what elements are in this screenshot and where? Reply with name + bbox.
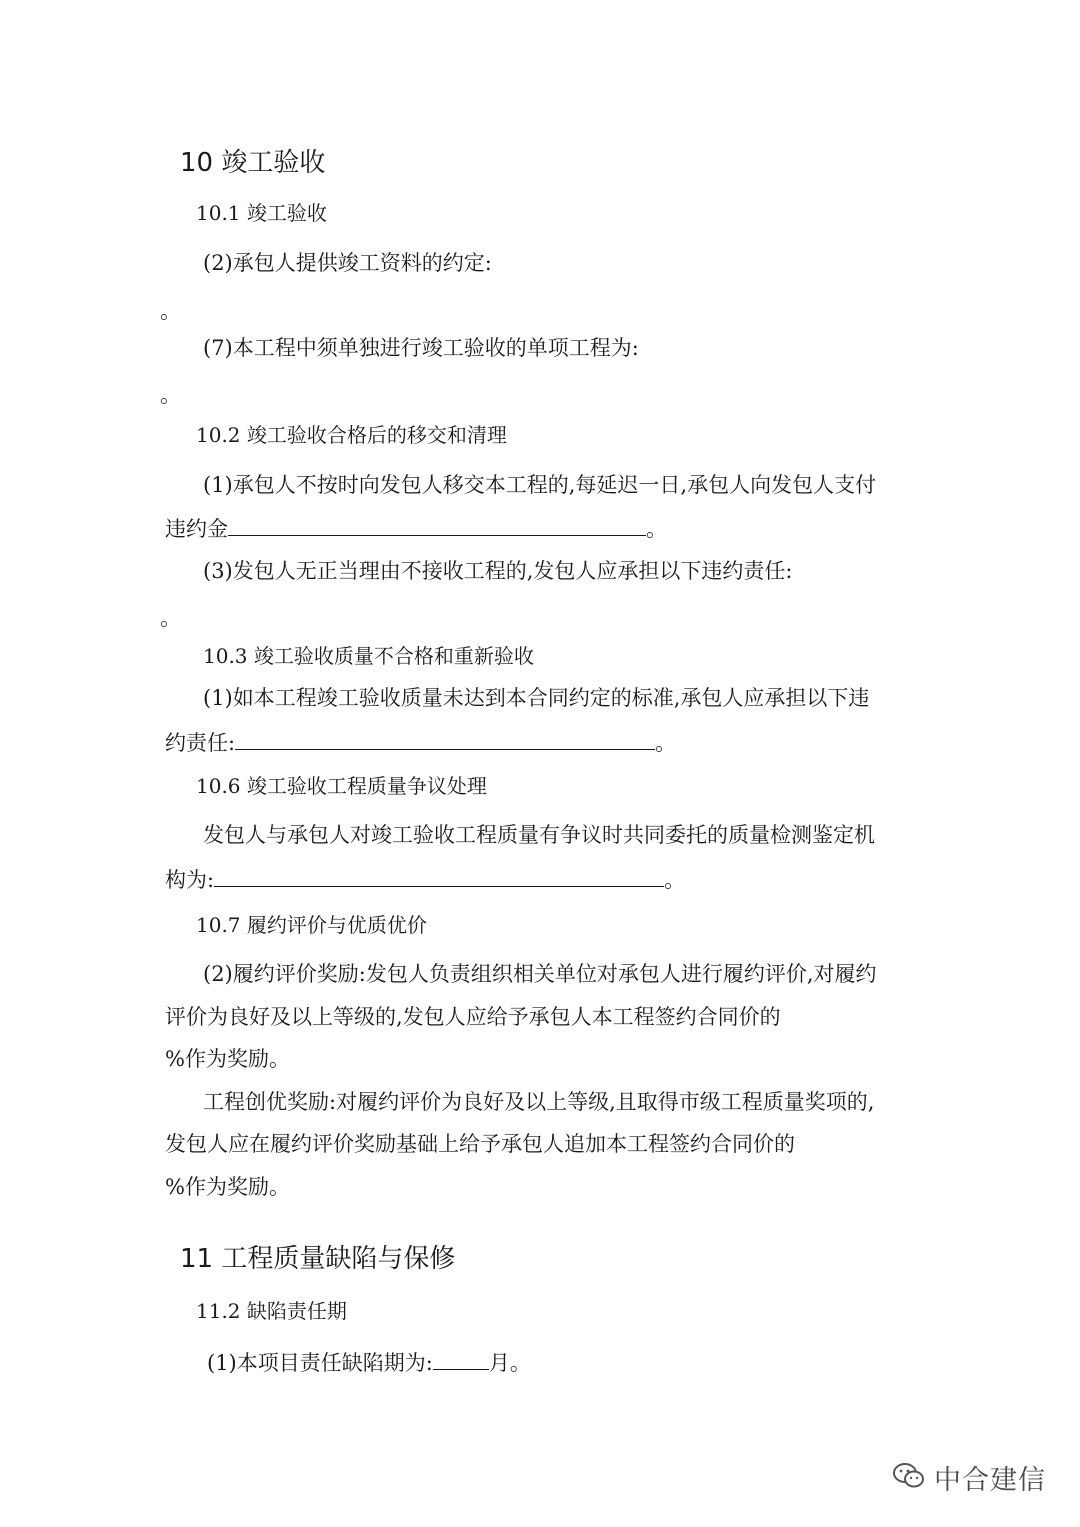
fill-blank-line[interactable] [433, 1347, 489, 1370]
section-10-6-heading: 10.6 竣工验收工程质量争议处理 [196, 774, 487, 798]
period-mark: 。 [646, 517, 667, 541]
clause-10-7-2-line2: 评价为良好及以上等级的,发包人应给予承包人本工程签约合同价的 [165, 1005, 781, 1029]
section-10-3-heading: 10.3 竣工验收质量不合格和重新验收 [203, 644, 534, 668]
section-10-7-heading: 10.7 履约评价与优质优价 [196, 913, 427, 937]
period-mark: 。 [655, 731, 677, 755]
clause-10-1-7: (7)本工程中须单独进行竣工验收的单项工程为: [203, 336, 639, 360]
clause-text: 构为: [165, 868, 215, 892]
fill-blank-line[interactable] [235, 727, 655, 750]
clause-10-3-1-line2 [165, 727, 676, 758]
wechat-watermark [892, 1458, 1046, 1497]
clause-10-7-3-line3: %作为奖励。 [165, 1175, 290, 1199]
clause-10-2-1-line1: (1)承包人不按时向发包人移交本工程的,每延迟一日,承包人向发包人支付 [203, 473, 877, 497]
clause-text: 违约金 [165, 517, 228, 541]
section-11-title: 11 工程质量缺陷与保修 [180, 1244, 456, 1274]
clause-10-2-3: (3)发包人无正当理由不接收工程的,发包人应承担以下违约责任: [203, 559, 793, 583]
fill-blank-line[interactable] [228, 513, 646, 536]
section-11-2-heading: 11.2 缺陷责任期 [196, 1299, 347, 1323]
clause-10-6-line2 [165, 864, 685, 895]
clause-10-7-2-line3: %作为奖励。 [165, 1047, 290, 1071]
section-10-title: 10 竣工验收 [180, 148, 326, 178]
clause-10-7-3-line1: 工程创优奖励:对履约评价为良好及以上等级,且取得市级工程质量奖项的, [203, 1090, 875, 1114]
section-10-1-heading: 10.1 竣工验收 [196, 201, 327, 225]
clause-11-2-1 [207, 1347, 531, 1378]
period-mark: 。 [664, 868, 686, 892]
period-mark: 。 [160, 383, 181, 407]
clause-text: 约责任: [165, 731, 236, 755]
wechat-icon [892, 1461, 926, 1495]
clause-10-6-line1: 发包人与承包人对竣工验收工程质量有争议时共同委托的质量检测鉴定机 [203, 823, 875, 847]
clause-10-7-3-line2: 发包人应在履约评价奖励基础上给予承包人追加本工程签约合同价的 [165, 1132, 795, 1156]
section-10-2-heading: 10.2 竣工验收合格后的移交和清理 [196, 423, 507, 447]
period-mark: 。 [160, 606, 181, 630]
watermark-text: 中合建信 [934, 1465, 1046, 1496]
clause-10-7-2-line1: (2)履约评价奖励:发包人负责组织相关单位对承包人进行履约评价,对履约 [203, 962, 877, 986]
clause-end: 月。 [488, 1351, 531, 1375]
clause-10-3-1-line1: (1)如本工程竣工验收质量未达到本合同约定的标准,承包人应承担以下违 [203, 686, 870, 710]
fill-blank-line[interactable] [214, 864, 664, 887]
period-mark: 。 [160, 299, 181, 323]
clause-text: (1)本项目责任缺陷期为: [207, 1351, 433, 1375]
clause-10-2-1-line2 [165, 513, 667, 544]
clause-10-1-2: (2)承包人提供竣工资料的约定: [203, 251, 492, 275]
